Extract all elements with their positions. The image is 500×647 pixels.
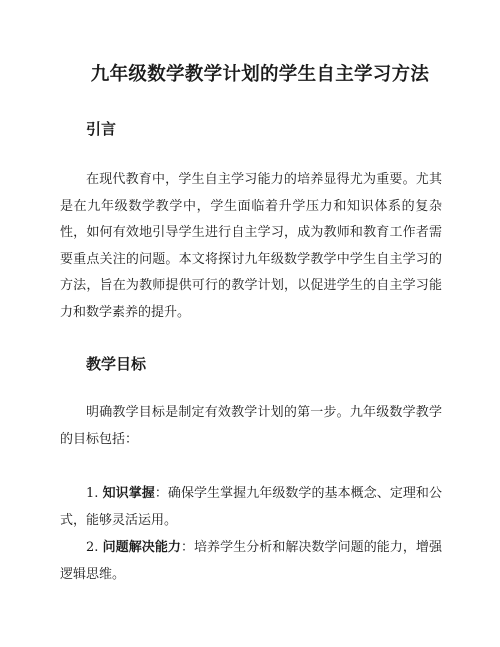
teaching-goals-paragraph: 明确教学目标是制定有效教学计划的第一步。九年级数学教学的目标包括：	[60, 405, 442, 447]
list-item-text: ：培养学生分析和解决数学问题的能力，增强逻辑思维。	[60, 540, 442, 582]
list-item-number: 2.	[86, 540, 99, 555]
list-item-text: ：确保学生掌握九年级数学的基本概念、定理和公式，能够灵活运用。	[60, 486, 442, 528]
document-title: 九年级数学教学计划的学生自主学习方法	[90, 64, 430, 85]
section-heading-introduction: 引言	[86, 120, 117, 138]
section-heading-teaching-goals: 教学目标	[86, 355, 147, 373]
list-item	[60, 481, 442, 534]
list-item-number: 1.	[86, 486, 99, 501]
list-item-term: 问题解决能力	[102, 540, 181, 555]
introduction-paragraph: 在现代教育中，学生自主学习能力的培养显得尤为重要。尤其是在九年级数学教学中，学生面临着升学压力和知识体系的复杂性，如何有效地引导学生进行自主学习，成为教师和教育工作者需要重点关注的问题。本文将探讨九年级数学教学中学生自主学习的方法，旨在为教师提供可行的教学计划，以促进学生的自主学习能力和数学素养的提升。	[60, 172, 442, 320]
list-item	[60, 535, 442, 588]
list-item-term: 知识掌握	[102, 486, 155, 501]
